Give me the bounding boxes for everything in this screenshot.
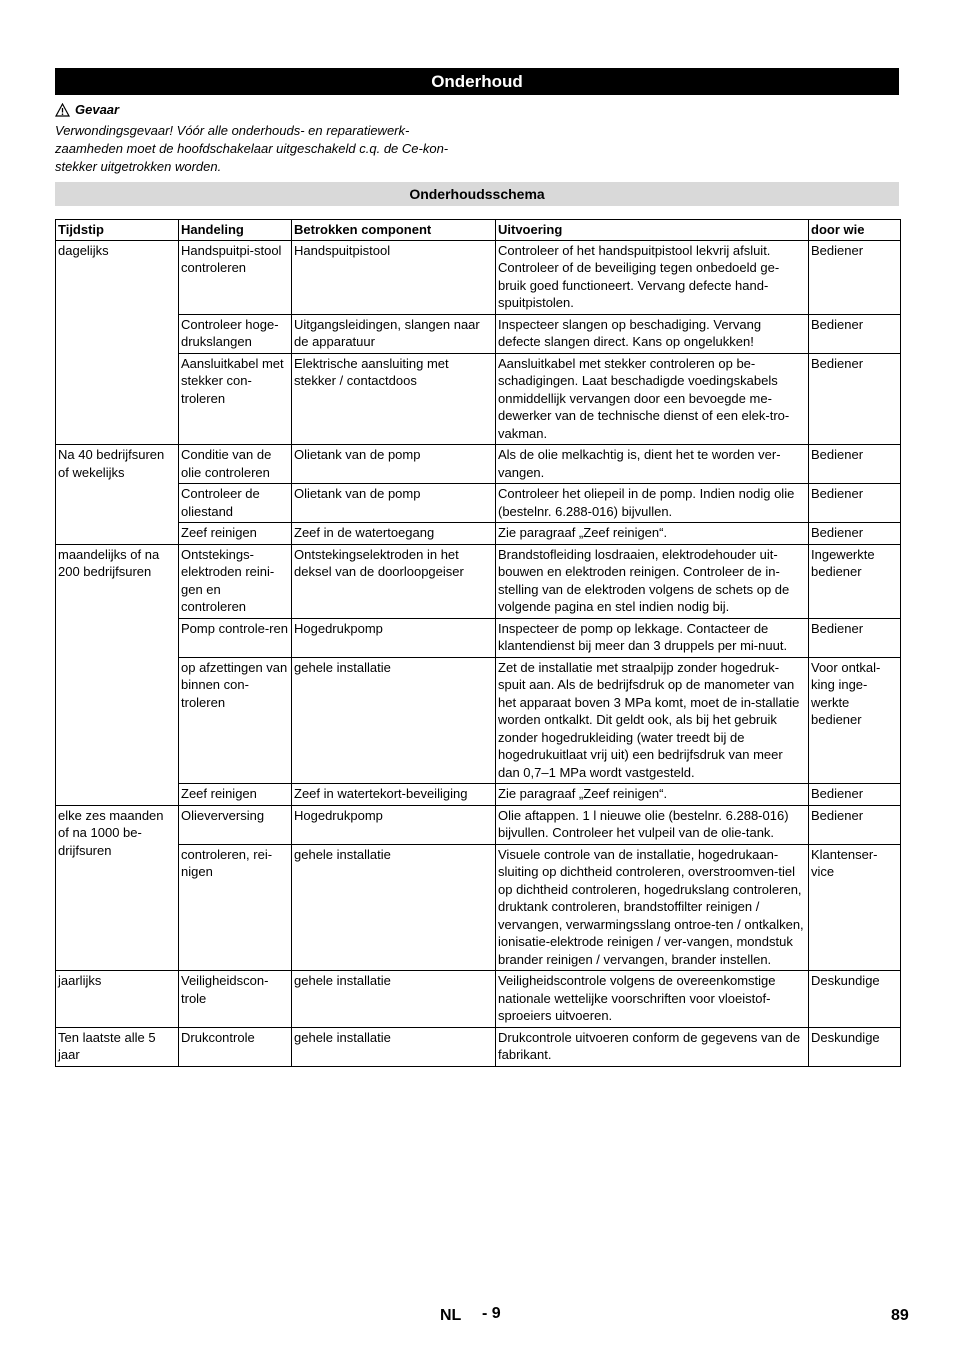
- action-cell: Zeef reinigen: [179, 523, 292, 545]
- danger-heading: Gevaar: [75, 102, 120, 117]
- column-header-execution: Uitvoering: [496, 220, 809, 241]
- responsible-cell: Bediener: [809, 445, 901, 484]
- action-cell: Handspuitpi-stool controleren: [179, 240, 292, 314]
- table-row: [56, 314, 901, 353]
- component-cell: Olietank van de pomp: [292, 484, 496, 523]
- danger-heading-row: [55, 101, 475, 119]
- component-cell: gehele installatie: [292, 657, 496, 784]
- execution-cell: Visuele controle van de installatie, hogedrukaan-sluiting op dichtheid controleren, overstroomven-tiel op dichtheid controleren, hogedrukslang controleren, druktank controleren, brandstoffilter reinigen / vervangen, verwarmingsslang ontroe-ten / ontkalken, ionisatie-elektrode reinigen / ver-vangen, mondstuk brander reinigen / vervangen, brander instellen.: [496, 844, 809, 971]
- component-cell: Handspuitpistool: [292, 240, 496, 314]
- table-row: [56, 240, 901, 314]
- action-cell: Olieverversing: [179, 805, 292, 844]
- execution-cell: Olie aftappen. 1 l nieuwe olie (bestelnr. 6.288-016) bijvullen. Controleer het vulpeil van de olie-tank.: [496, 805, 809, 844]
- time-cell: Ten laatste alle 5 jaar: [56, 1027, 179, 1066]
- component-cell: Zeef in de watertoegang: [292, 523, 496, 545]
- execution-cell: Controleer of het handspuitpistool lekvrij afsluit. Controleer of de beveiliging tegen onbedoeld ge-bruik goed functioneert. Vervang defecte hand-spuitpistolen.: [496, 240, 809, 314]
- footer-page-number: 89: [891, 1307, 909, 1324]
- time-cell: dagelijks: [56, 240, 179, 445]
- action-cell: Zeef reinigen: [179, 784, 292, 806]
- page-title: Onderhoud: [55, 68, 899, 95]
- danger-notice: [55, 101, 475, 176]
- component-cell: gehele installatie: [292, 1027, 496, 1066]
- table-row: [56, 618, 901, 657]
- table-row: [56, 1027, 901, 1066]
- responsible-cell: Bediener: [809, 618, 901, 657]
- table-header-row: [56, 220, 901, 241]
- component-cell: Uitgangsleidingen, slangen naar de apparatuur: [292, 314, 496, 353]
- action-cell: Controleer de oliestand: [179, 484, 292, 523]
- component-cell: Elektrische aansluiting met stekker / contactdoos: [292, 353, 496, 445]
- table-row: [56, 523, 901, 545]
- execution-cell: Drukcontrole uitvoeren conform de gegevens van de fabrikant.: [496, 1027, 809, 1066]
- table-row: [56, 544, 901, 618]
- column-header-component: Betrokken component: [292, 220, 496, 241]
- execution-cell: Als de olie melkachtig is, dient het te worden ver-vangen.: [496, 445, 809, 484]
- execution-cell: Brandstofleiding losdraaien, elektrodehouder uit-bouwen en elektroden reinigen. Controleer de in-stelling van de elektroden volgens de schets op de volgende pagina en stel indien nodig bij.: [496, 544, 809, 618]
- table-row: [56, 657, 901, 784]
- section-heading: Onderhoudsschema: [55, 182, 899, 206]
- execution-cell: Zie paragraaf „Zeef reinigen“.: [496, 523, 809, 545]
- responsible-cell: Bediener: [809, 484, 901, 523]
- footer-section-page: - 9: [482, 1305, 501, 1322]
- time-cell: maandelijks of na 200 bedrijfsuren: [56, 544, 179, 805]
- execution-cell: Veiligheidscontrole volgens de overeenkomstige nationale wettelijke voorschriften voor vloeistof-sproeiers uitvoeren.: [496, 971, 809, 1028]
- action-cell: Controleer hoge-drukslangen: [179, 314, 292, 353]
- time-cell: elke zes maanden of na 1000 be-drijfsuren: [56, 805, 179, 971]
- component-cell: gehele installatie: [292, 844, 496, 971]
- execution-cell: Inspecteer slangen op beschadiging. Vervang defecte slangen direct. Kans op ongelukken!: [496, 314, 809, 353]
- component-cell: Ontstekingselektroden in het deksel van de doorloopgeiser: [292, 544, 496, 618]
- execution-cell: Controleer het oliepeil in de pomp. Indien nodig olie (bestelnr. 6.288-016) bijvullen.: [496, 484, 809, 523]
- responsible-cell: Voor ontkal-king inge-werkte bediener: [809, 657, 901, 784]
- execution-cell: Zie paragraaf „Zeef reinigen“.: [496, 784, 809, 806]
- action-cell: Drukcontrole: [179, 1027, 292, 1066]
- execution-cell: Inspecteer de pomp op lekkage. Contacteer de klantendienst bij meer dan 3 druppels per mi-nuut.: [496, 618, 809, 657]
- action-cell: Aansluitkabel met stekker con-troleren: [179, 353, 292, 445]
- component-cell: Olietank van de pomp: [292, 445, 496, 484]
- warning-triangle-icon: [55, 103, 70, 117]
- table-row: [56, 445, 901, 484]
- column-header-by-whom: door wie: [809, 220, 901, 241]
- responsible-cell: Bediener: [809, 523, 901, 545]
- action-cell: Conditie van de olie controleren: [179, 445, 292, 484]
- responsible-cell: Deskundige: [809, 1027, 901, 1066]
- component-cell: gehele installatie: [292, 971, 496, 1028]
- responsible-cell: Bediener: [809, 353, 901, 445]
- action-cell: Ontstekings-elektroden reini-gen en controleren: [179, 544, 292, 618]
- execution-cell: Aansluitkabel met stekker controleren op be-schadigingen. Laat beschadigde voedingskabels onmiddellijk vervangen door een bevoegde me-dewerker van de technische dienst of een elek-tro-vakman.: [496, 353, 809, 445]
- responsible-cell: Bediener: [809, 314, 901, 353]
- component-cell: Zeef in watertekort-beveiliging: [292, 784, 496, 806]
- column-header-action: Handeling: [179, 220, 292, 241]
- table-row: [56, 844, 901, 971]
- table-row: [56, 971, 901, 1028]
- responsible-cell: Bediener: [809, 805, 901, 844]
- action-cell: controleren, rei-nigen: [179, 844, 292, 971]
- responsible-cell: Bediener: [809, 784, 901, 806]
- responsible-cell: Ingewerkte bediener: [809, 544, 901, 618]
- table-row: [56, 484, 901, 523]
- component-cell: Hogedrukpomp: [292, 618, 496, 657]
- footer-language: NL: [440, 1307, 462, 1324]
- responsible-cell: Bediener: [809, 240, 901, 314]
- responsible-cell: Klantenser-vice: [809, 844, 901, 971]
- component-cell: Hogedrukpomp: [292, 805, 496, 844]
- table-row: [56, 805, 901, 844]
- column-header-time: Tijdstip: [56, 220, 179, 241]
- execution-cell: Zet de installatie met straalpijp zonder hogedruk-spuit aan. Als de bedrijfsdruk op de manometer van het apparaat boven 3 MPa komt, moet de in-stallatie worden ontkalkt. Dit geldt ook, als bij het gebruik zonder hogedrukleiding (water treedt bij de hogedrukuitlaat vrij uit) een bedrijfsdruk van meer dan 0,7–1 MPa wordt vastgesteld.: [496, 657, 809, 784]
- action-cell: Pomp controle-ren: [179, 618, 292, 657]
- table-row: [56, 353, 901, 445]
- time-cell: Na 40 bedrijfsuren of wekelijks: [56, 445, 179, 545]
- time-cell: jaarlijks: [56, 971, 179, 1028]
- maintenance-schedule-table: [55, 219, 901, 1067]
- action-cell: op afzettingen van binnen con-troleren: [179, 657, 292, 784]
- danger-text: Verwondingsgevaar! Vóór alle onderhouds- en reparatiewerk-zaamheden moet de hoofdschakelaar uitgeschakeld c.q. de Ce-kon-stekker uitgetrokken worden.: [55, 123, 449, 174]
- table-row: [56, 784, 901, 806]
- responsible-cell: Deskundige: [809, 971, 901, 1028]
- action-cell: Veiligheidscon-trole: [179, 971, 292, 1028]
